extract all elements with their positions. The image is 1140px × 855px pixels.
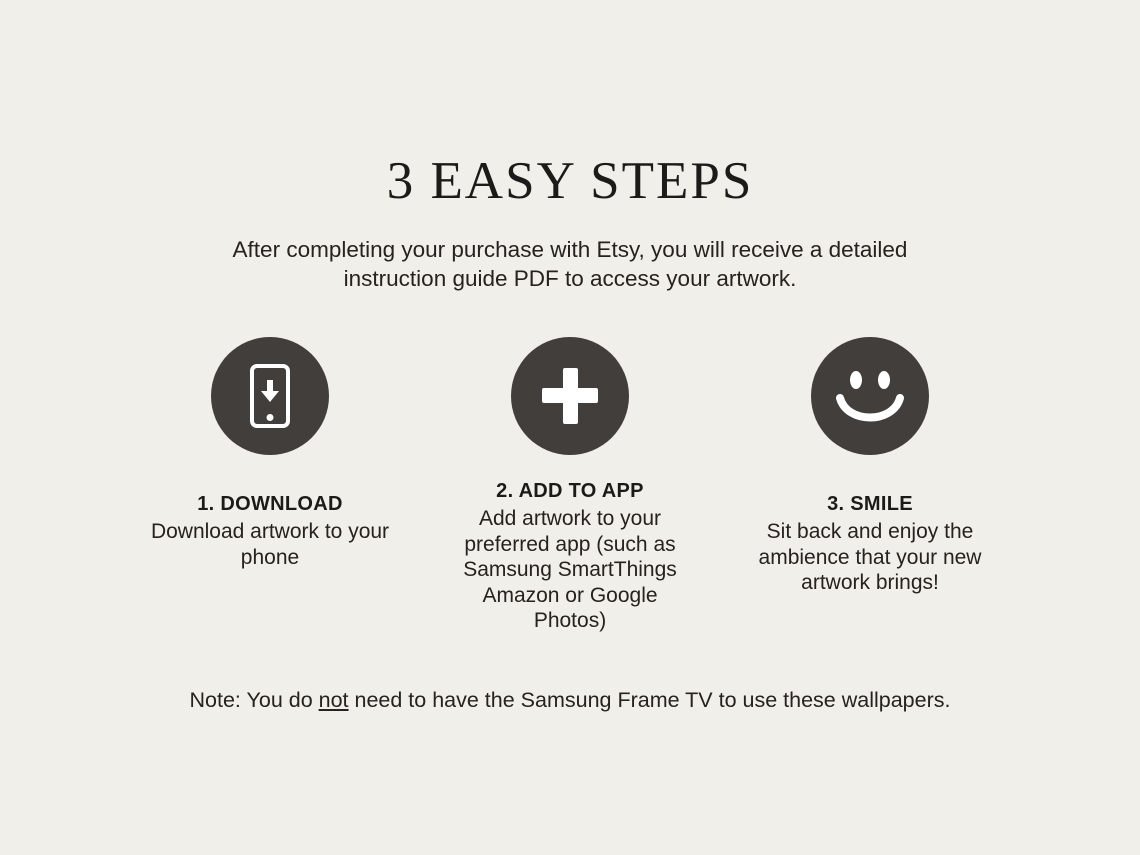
- step-icon-circle: [511, 337, 629, 455]
- steps-list: [0, 337, 1140, 634]
- plus-icon: [542, 368, 598, 424]
- step-item-download: [120, 337, 420, 570]
- note-text-before: Note: You do: [189, 688, 319, 712]
- step-title: 3. SMILE: [827, 492, 913, 515]
- page-title: 3 EASY STEPS: [386, 152, 754, 210]
- step-description: Download artwork to your phone: [150, 519, 390, 569]
- step-description: Sit back and enjoy the ambience that your new artwork brings!: [758, 519, 982, 595]
- footer-note: [0, 688, 1140, 713]
- note-emphasis: not: [318, 688, 349, 712]
- step-description: Add artwork to your preferred app (such as Samsung SmartThings Amazon or Google Photos): [463, 506, 677, 633]
- step-title: 2. ADD TO APP: [496, 479, 644, 502]
- step-icon-circle: [811, 337, 929, 455]
- step-title: 1. DOWNLOAD: [197, 492, 343, 515]
- note-text-after: need to have the Samsung Frame TV to use these wallpapers.: [348, 688, 951, 712]
- download-arrow-icon: [259, 377, 281, 407]
- step-item-smile: [720, 337, 1020, 596]
- page-subtitle: After completing your purchase with Etsy, you will receive a detailed instruction guide PDF to access your artwork.: [232, 237, 908, 291]
- phone-download-icon: [250, 364, 290, 428]
- step-item-add-to-app: [420, 337, 720, 634]
- step-icon-circle: [211, 337, 329, 455]
- smiley-face-icon: [827, 353, 913, 439]
